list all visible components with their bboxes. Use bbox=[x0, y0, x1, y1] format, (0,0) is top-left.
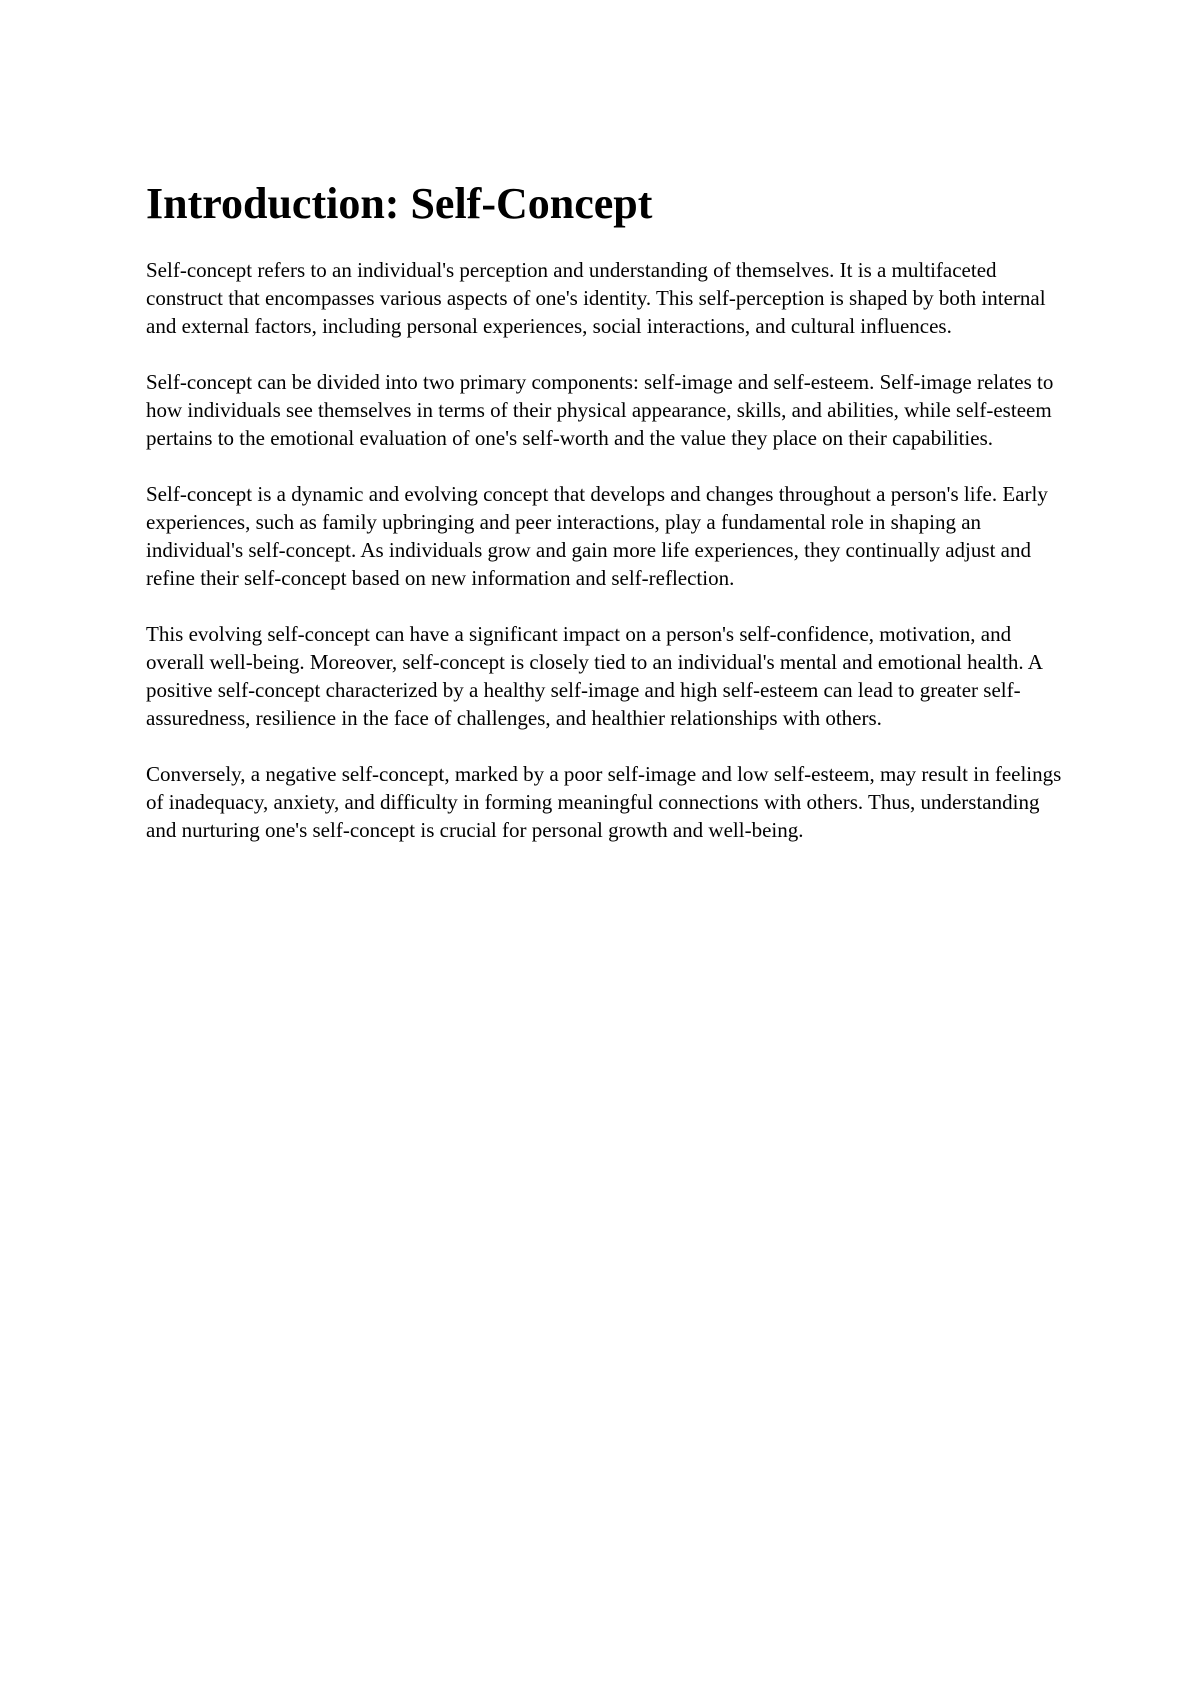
paragraph-5: Conversely, a negative self-concept, marked by a poor self-image and low self-esteem, may result in feelings of inadequacy, anxiety, and difficulty in forming meaningful connections with others. Thus, understanding and nurturing one's self-concept is crucial for personal growth and well-being. bbox=[146, 762, 1062, 842]
document-body bbox=[146, 176, 1066, 872]
document-title: Introduction: Self-Concept bbox=[146, 179, 653, 228]
paragraph-3: Self-concept is a dynamic and evolving concept that develops and changes throughout a person's life. Early experiences, such as family upbringing and peer interactions, play a fundamental role in shaping an individual's self-concept. As individuals grow and gain more life experiences, they continually adjust and refine their self-concept based on new information and self-reflection. bbox=[146, 482, 1048, 590]
paragraph-4: This evolving self-concept can have a significant impact on a person's self-confidence, motivation, and overall well-being. Moreover, self-concept is closely tied to an individual's mental and emotional health. A positive self-concept characterized by a healthy self-image and high self-esteem can lead to greater self-assuredness, resilience in the face of challenges, and healthier relationships with others. bbox=[146, 622, 1042, 730]
paragraph-2: Self-concept can be divided into two primary components: self-image and self-esteem. Self-image relates to how individuals see themselves in terms of their physical appearance, skills, and abilities, while self-esteem pertains to the emotional evaluation of one's self-worth and the value they place on their capabilities. bbox=[146, 370, 1054, 450]
paragraph-1: Self-concept refers to an individual's perception and understanding of themselves. It is a multifaceted construct that encompasses various aspects of one's identity. This self-perception is shaped by both internal and external factors, including personal experiences, social interactions, and cultural influences. bbox=[146, 258, 1046, 338]
